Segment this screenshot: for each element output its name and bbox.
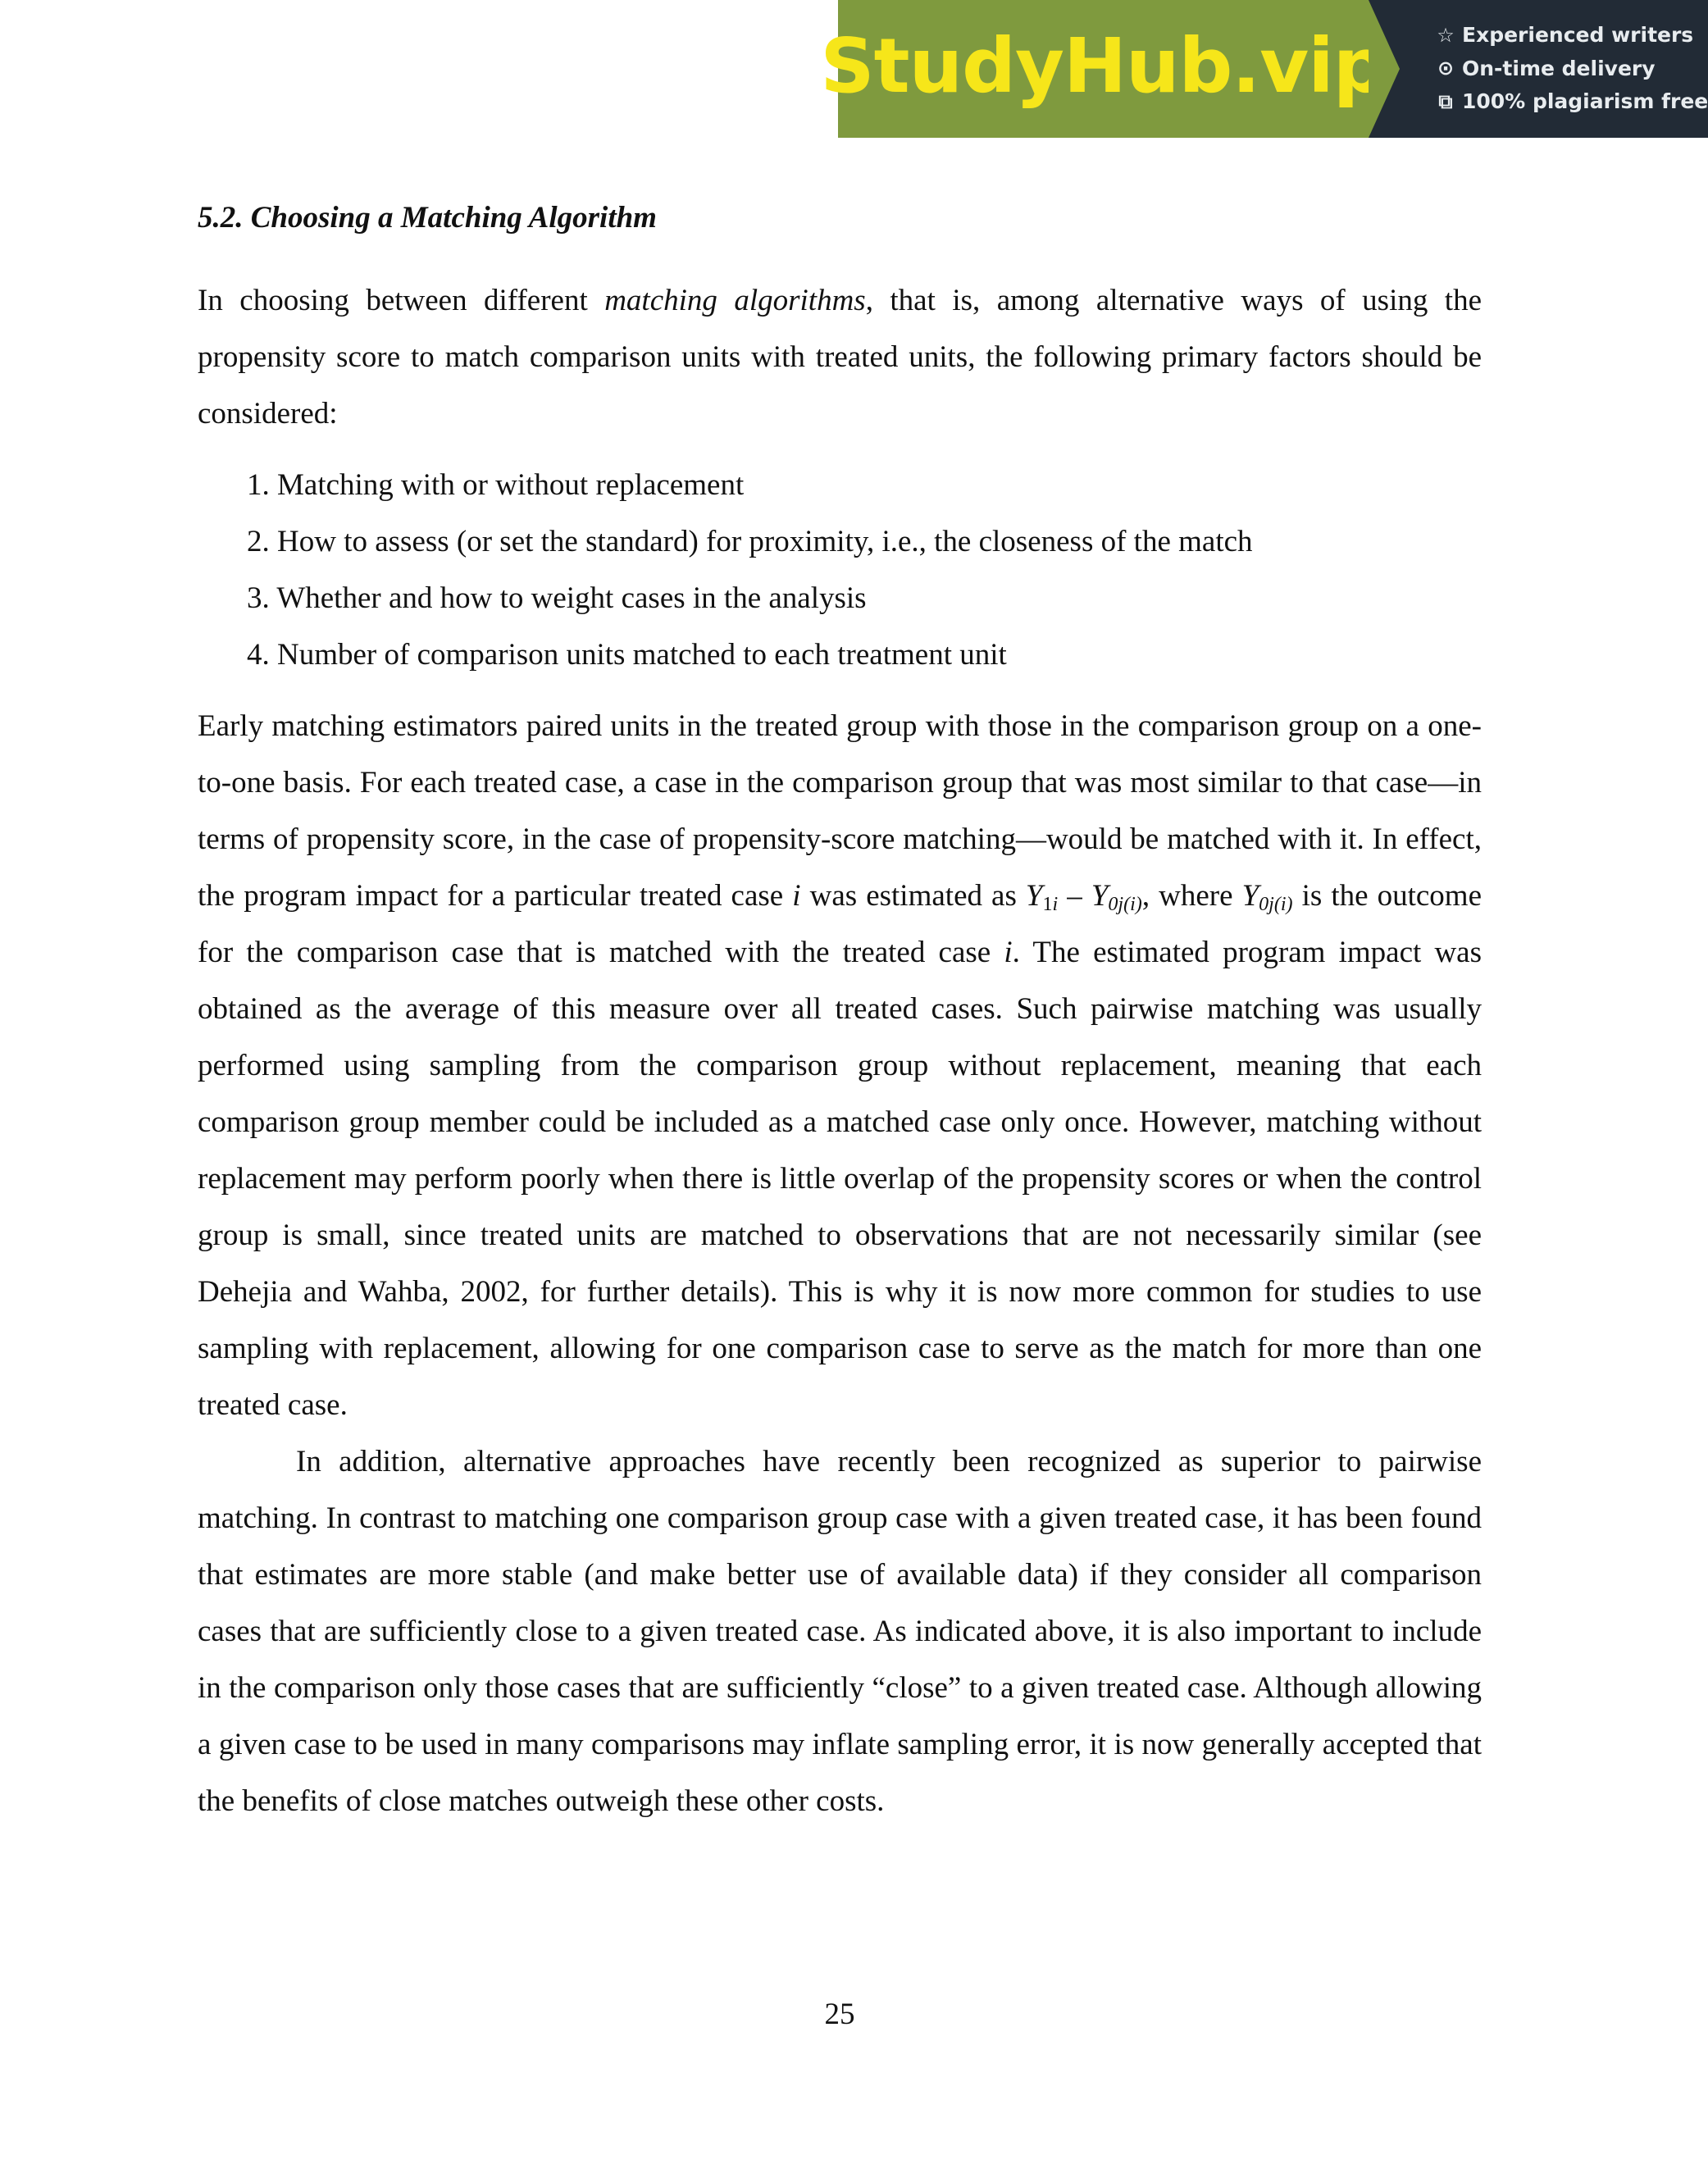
studyhub-logo[interactable] bbox=[820, 0, 1387, 138]
alternative-approaches-paragraph: In addition, alternative approaches have recently been recognized as superior to pairwise matching. In contrast to matching one comparison group case with a given treated case, it has been found that estimates are more stable (and make better use of available data) if they consider all comparison cases that are sufficiently close to a given treated case. As indicated above, it is also important to include in the comparison only those cases that are sufficiently “close” to a given treated case. Although allowing a given case to be used in many comparisons may inflate sampling error, it is now generally accepted that the benefits of close matches outweigh these other costs. bbox=[198, 1445, 1482, 1818]
matching-history-paragraph bbox=[198, 698, 1482, 1433]
y0-subscript bbox=[1108, 894, 1141, 915]
feature-plagiarism-free bbox=[1436, 89, 1708, 116]
y1-sub-italic: i bbox=[1052, 894, 1059, 915]
feature-experienced-writers bbox=[1436, 22, 1708, 49]
page-number: 25 bbox=[824, 1998, 855, 2031]
intro-paragraph bbox=[198, 272, 1482, 442]
feature-on-time-delivery bbox=[1436, 56, 1708, 83]
para2-text-2: was estimated as bbox=[800, 879, 1026, 913]
feature-label: Experienced writers bbox=[1462, 23, 1694, 48]
var-i: i bbox=[792, 879, 801, 913]
y0b-subscript bbox=[1259, 894, 1292, 915]
para2-text-3: , where bbox=[1141, 879, 1242, 913]
y0b-sub-text: 0j(i) bbox=[1259, 894, 1293, 915]
list-item: 1. Matching with or without replacement bbox=[247, 468, 745, 502]
y1-subscript bbox=[1043, 894, 1059, 915]
logo-text: StudyHub.vip bbox=[820, 22, 1387, 110]
intro-text-after: , that is, among alternative ways of using the propensity score to match comparison units with treated units, the following primary factors should be considered: bbox=[198, 284, 1483, 430]
factors-list bbox=[247, 457, 1482, 683]
list-item: 4. Number of comparison units matched to each treatment unit bbox=[247, 638, 1007, 672]
var-y1: Y bbox=[1025, 879, 1043, 913]
intro-text-before: In choosing between different bbox=[198, 284, 605, 317]
feature-label: 100% plagiarism free bbox=[1462, 89, 1708, 114]
y1-sub-num: 1 bbox=[1042, 894, 1053, 915]
minus-sign: – bbox=[1058, 879, 1091, 913]
var-y0: Y bbox=[1091, 879, 1109, 913]
studyhub-banner[interactable] bbox=[820, 0, 1708, 138]
para2-text-4: is the outcome for the comparison case that is matched with the treated case bbox=[198, 879, 1482, 969]
y0-sub-text: 0j(i) bbox=[1108, 894, 1142, 915]
para2-text-1: Early matching estimators paired units in the treated group with those in the comparison group on a one-to-one basis. For each treated case, a case in the comparison group that was most similar to that case—in terms of propensity score, in the case of propensity-score matching—would be matched with it. In effect, the program impact for a particular treated case bbox=[198, 709, 1482, 913]
var-i-2: i bbox=[1004, 936, 1013, 969]
var-y0-b: Y bbox=[1241, 879, 1259, 913]
banner-arrow-shape bbox=[1369, 0, 1400, 138]
copy-icon: ⧉ bbox=[1438, 89, 1453, 113]
feature-label: On-time delivery bbox=[1462, 56, 1656, 80]
document-page bbox=[198, 194, 1482, 1829]
clock-icon: ⊙ bbox=[1437, 57, 1455, 80]
star-icon: ☆ bbox=[1437, 23, 1455, 47]
para2-text-5: . The estimated program impact was obtained as the average of this measure over all treated cases. Such pairwise matching was usually performed using sampling from the comparison group without replacement, meaning that each comparison group member could be included as a matched case only once. However, matching without replacement may perform poorly when there is little overlap of the propensity scores or when the control group is small, since treated units are matched to observations that are not necessarily similar (see Dehejia and Wahba, 2002, for further details). This is why it is now more common for studies to use sampling with replacement, allowing for one comparison case to serve as the match for more than one treated case. bbox=[198, 936, 1483, 1422]
list-item: 3. Whether and how to weight cases in the analysis bbox=[247, 581, 867, 615]
intro-emphasis: matching algorithms bbox=[604, 284, 866, 317]
banner-features bbox=[1369, 0, 1708, 138]
list-item: 2. How to assess (or set the standard) for proximity, i.e., the closeness of the match bbox=[247, 525, 1253, 558]
section-heading: 5.2. Choosing a Matching Algorithm bbox=[198, 201, 657, 235]
